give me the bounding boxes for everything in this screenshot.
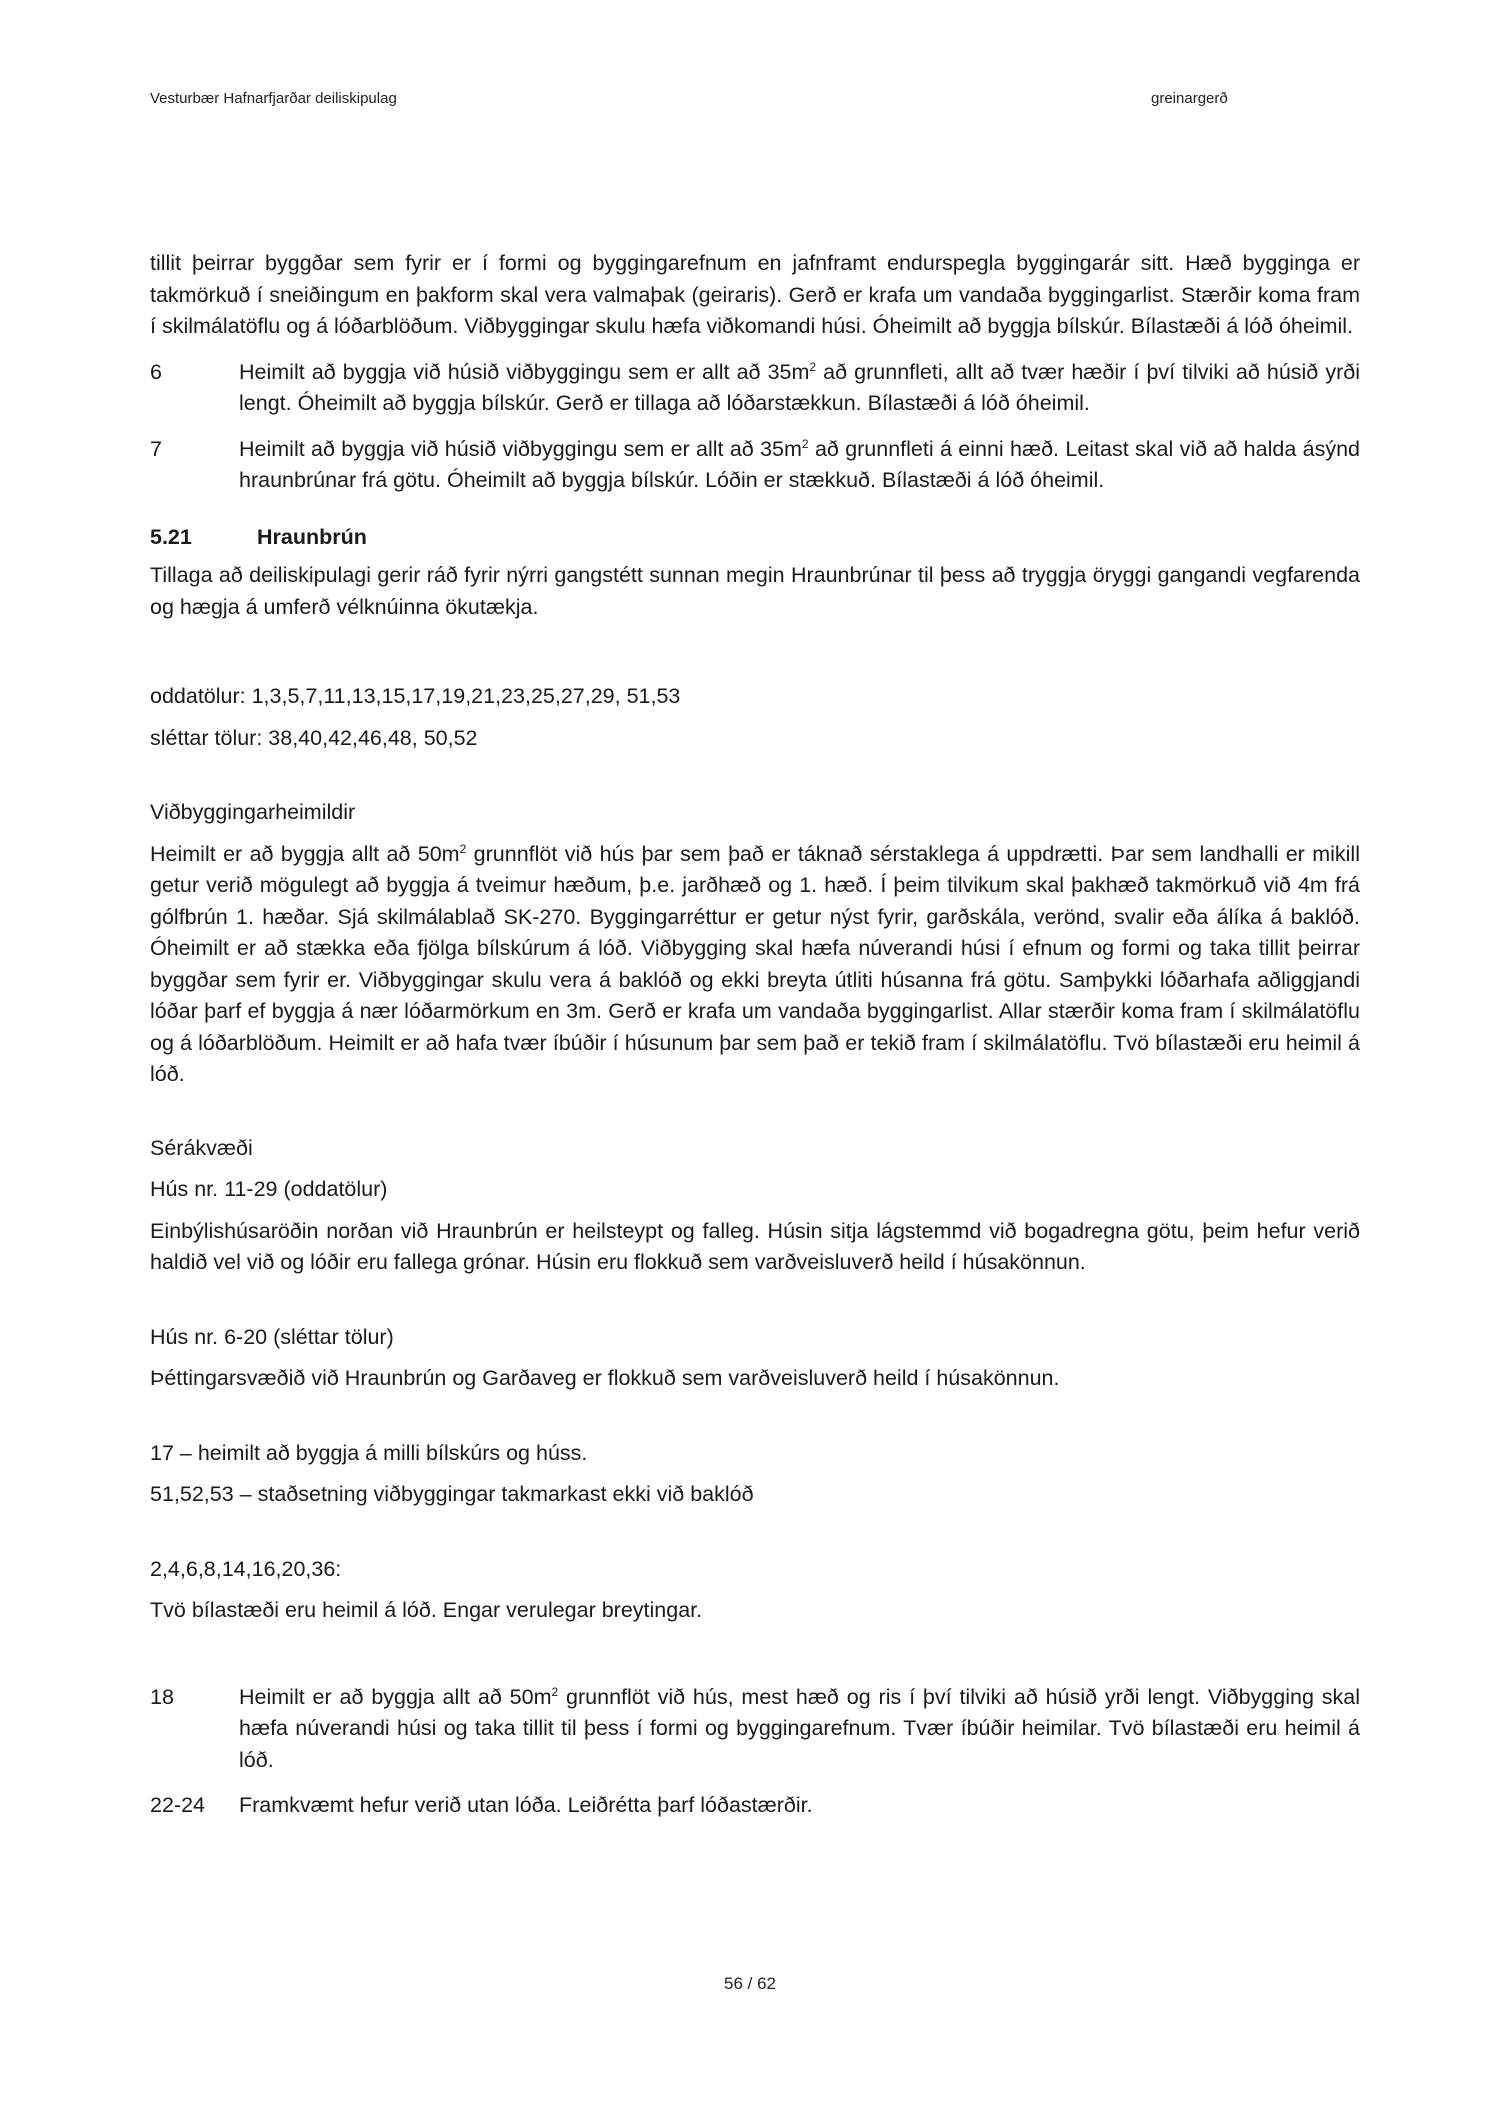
header-title: Vesturbær Hafnarfjarðar deiliskipulag [150, 90, 397, 107]
numbered-item [150, 1790, 1360, 1822]
numbered-item [150, 434, 1360, 497]
odd-numbers: oddatölur: 1,3,5,7,11,13,15,17,19,21,23,25,27,29, 51,53 [150, 684, 681, 708]
section-intro: Tillaga að deiliskipulagi gerir ráð fyrir nýrri gangstétt sunnan megin Hraunbrúnar til þess að tryggja öryggi gangandi vegfarenda og hægja á umferð vélknúinna ökutækja. [150, 563, 1360, 619]
parking-list-heading: 2,4,6,8,14,16,20,36: [150, 1556, 342, 1581]
vidbyggingar-heading: Viðbyggingarheimildir [150, 800, 356, 824]
odd-houses-heading: Hús nr. 11-29 (oddatölur) [150, 1177, 388, 1201]
parking-list-text: Tvö bílastæði eru heimil á lóð. Engar verulegar breytingar. [150, 1598, 703, 1622]
item-number: 6 [150, 359, 162, 384]
item-text: Heimilt er að byggja allt að $50m^2$ grunnflöt við hús, mest hæð og ris í því tilviki að húsið yrði lengt. Viðbygging skal hæfa núverandi húsi og taka tillit til þess í formi og byggingarefnum. Tvær íbúðir heimilar. Tvö bílastæði eru heimil á lóð. [239, 1684, 1360, 1772]
item-number: 18 [150, 1684, 174, 1709]
intro-paragraph: tillit þeirrar byggðar sem fyrir er í formi og byggingarefnum en jafnframt endurspegla byggingarár sitt. Hæð bygginga er takmörkuð í sneiðingum en þakform skal vera valmaþak (geiraris). Gerð er krafa um vandaða byggingarlist. Stærðir koma fram í skilmálatöflu og á lóðarblöðum. Viðbyggingar skulu hæfa viðkomandi húsi. Óheimilt að byggja bílskúr. Bílastæði á lóð óheimil. [150, 251, 1360, 338]
item-text: Heimilt að byggja við húsið viðbyggingu sem er allt að $35m^2$ að grunnfleti á einni hæð. Leitast skal við að halda ásýnd hraunbrúnar frá götu. Óheimilt að byggja bílskúr. Lóðin er stækkuð. Bílastæði á lóð óheimil. [239, 436, 1360, 492]
section-title: Hraunbrún [257, 524, 367, 549]
header-section: greinargerð [1151, 90, 1228, 107]
item-text: Heimilt að byggja við húsið viðbyggingu sem er allt að $35m^2$ að grunnfleti, allt að tvær hæðir í því tilviki að húsið yrði lengt. Óheimilt að byggja bílskúr. Gerð er tillaga að lóðarstækkun. Bílastæði á lóð óheimil. [239, 359, 1360, 415]
note-17: 17 – heimilt að byggja á milli bílskúrs og húss. [150, 1440, 588, 1465]
item-number: 22-24 [150, 1793, 205, 1817]
even-houses-heading: Hús nr. 6-20 (sléttar tölur) [150, 1324, 394, 1349]
numbered-item [150, 1682, 1360, 1777]
even-houses-text: Þéttingarsvæðið við Hraunbrún og Garðaveg er flokkuð sem varðveisluverð heild í húsakönnun. [150, 1366, 1060, 1390]
serakvaedi-heading: Sérákvæði [150, 1135, 253, 1160]
even-numbers: sléttar tölur: 38,40,42,46,48, 50,52 [150, 725, 478, 750]
section-heading [150, 522, 1360, 554]
item-text: Framkvæmt hefur verið utan lóða. Leiðrétta þarf lóðastærðir. [239, 1793, 813, 1817]
section-number: 5.21 [150, 524, 192, 549]
item-number: 7 [150, 436, 162, 461]
vidbyggingar-text: Heimilt er að byggja allt að $50m^2$ grunnflöt við hús þar sem það er táknað sérstaklega á uppdrætti. Þar sem landhalli er mikill getur verið mögulegt að byggja á tveimur hæðum, þ.e. jarðhæð og 1. hæð. Í þeim tilvikum skal þakhæð takmörkuð við 4m frá gólfbrún 1. hæðar. Sjá skilmálablað SK-270. Byggingarréttur er getur nýst fyrir, garðskála, verönd, svalir eða álíka á baklóð. Óheimilt er að stækka eða fjölga bílskúrum á lóð. Viðbygging skal hæfa núverandi húsi í efnum og formi og taka tillit þeirrar byggðar sem fyrir er. Viðbyggingar skulu vera á baklóð og ekki breyta útliti húsanna frá götu. Samþykki lóðarhafa aðliggjandi lóðar þarf ef byggja á nær lóðarmörkum en 3m. Gerð er krafa um vandaða byggingarlist. Allar stærðir koma fram í skilmálatöflu og á lóðarblöðum. Heimilt er að hafa tvær íbúðir í húsunum þar sem það er tekið fram í skilmálatöflu. Tvö bílastæði eru heimil á lóð. [150, 841, 1360, 1086]
numbered-item [150, 357, 1360, 420]
note-51-53: 51,52,53 – staðsetning viðbyggingar takmarkast ekki við baklóð [150, 1482, 754, 1506]
odd-houses-text: Einbýlishúsaröðin norðan við Hraunbrún er heilsteypt og falleg. Húsin sitja lágstemmd við bogadregna götu, þeim hefur verið haldið vel við og lóðir eru fallega grónar. Húsin eru flokkuð sem varðveisluverð heild í húsakönnun. [150, 1218, 1360, 1274]
page-body [150, 248, 1360, 1822]
page-number: 56 / 62 [724, 1974, 776, 1993]
